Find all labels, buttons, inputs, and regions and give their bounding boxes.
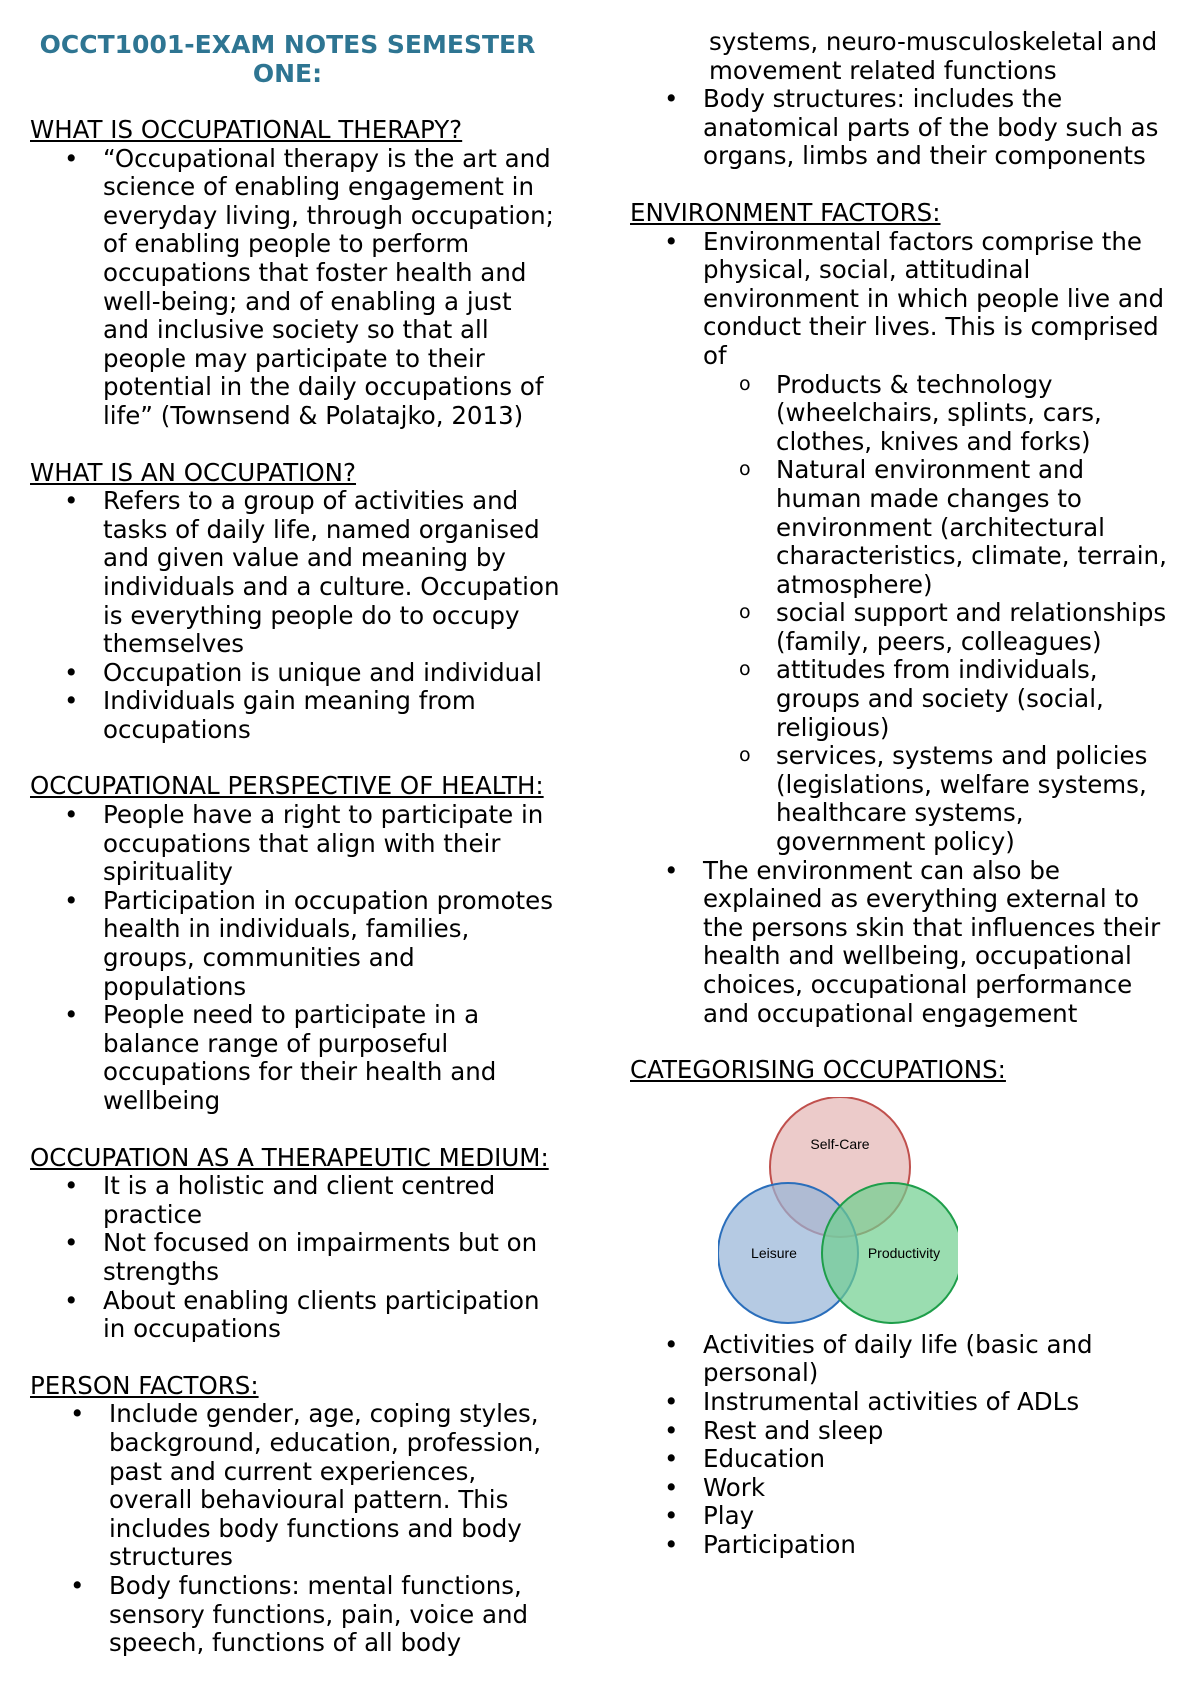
list-item: • People have a right to participate in occupations that align with their spirituality <box>30 801 565 887</box>
list-item: • Occupation is unique and individual <box>30 659 565 688</box>
list-item: • Participation in occupation promotes health in individuals, families, groups, communities and populations <box>30 887 565 1001</box>
list-item: • Individuals gain meaning from occupations <box>30 687 565 744</box>
environment-intro: Environmental factors comprise the physical, social, attitudinal environment in which people live and conduct their lives. This is comprised of <box>703 226 1165 370</box>
list-item: • Body functions: mental functions, sensory functions, pain, voice and speech, functions of all body <box>30 1572 565 1658</box>
list-item: • Refers to a group of activities and tasks of daily life, named organised and given value and meaning by individuals and a culture. Occupation is everything people do to occupy themselves <box>30 487 565 659</box>
list-therapeutic-medium <box>30 1172 565 1344</box>
list-item: • It is a holistic and client centred practice <box>30 1172 565 1229</box>
list-environment-factors <box>630 228 1170 1029</box>
heading-person-factors: PERSON FACTORS: <box>30 1370 259 1400</box>
heading-what-is-occupation: WHAT IS AN OCCUPATION? <box>30 457 357 487</box>
sub-list-item: o social support and relationships (family, peers, colleagues) <box>703 599 1170 656</box>
list-item: • Instrumental activities of ADLs <box>630 1388 1170 1417</box>
list-item: • Include gender, age, coping styles, background, education, profession, past and current experiences, overall behavioural pattern. This includes body functions and body structures <box>30 1400 565 1572</box>
list-item: • Rest and sleep <box>630 1417 1170 1446</box>
list-what-is-ot <box>30 145 565 431</box>
list-item: • Play <box>630 1502 1170 1531</box>
list-item <box>630 228 1170 857</box>
list-perspective-health <box>30 801 565 1116</box>
heading-categorising: CATEGORISING OCCUPATIONS: <box>630 1055 1006 1085</box>
sub-list-item: o Products & technology (wheelchairs, splints, cars, clothes, knives and forks) <box>703 371 1170 457</box>
list-item: • Not focused on impairments but on strengths <box>30 1229 565 1286</box>
list-item: • The environment can also be explained as everything external to the persons skin that influences their health and wellbeing, occupational choices, occupational performance and occupational engagement <box>630 857 1170 1029</box>
list-item: • Participation <box>630 1531 1170 1560</box>
list-person-factors-continued <box>630 85 1170 171</box>
list-item: • Education <box>630 1445 1170 1474</box>
list-item: • About enabling clients participation in occupations <box>30 1287 565 1344</box>
list-item: • Activities of daily life (basic and personal) <box>630 1331 1170 1388</box>
list-what-is-occupation <box>30 487 565 744</box>
continued-text: systems, neuro-musculoskeletal and movement related functions <box>709 27 1158 85</box>
heading-what-is-ot: WHAT IS OCCUPATIONAL THERAPY? <box>30 115 463 144</box>
list-categorising <box>630 1331 1170 1560</box>
venn-diagram <box>718 1097 958 1325</box>
document-title: OCCT1001-EXAM NOTES SEMESTER ONE: <box>39 30 536 88</box>
list-item: • Work <box>630 1474 1170 1503</box>
sub-list-item: o attitudes from individuals, groups and society (social, religious) <box>703 656 1170 742</box>
heading-therapeutic-medium: OCCUPATION AS A THERAPEUTIC MEDIUM: <box>30 1142 549 1172</box>
heading-perspective-health: OCCUPATIONAL PERSPECTIVE OF HEALTH: <box>30 771 544 801</box>
sub-list-item: o services, systems and policies (legislations, welfare systems, healthcare systems, government policy) <box>703 742 1170 856</box>
right-column <box>630 0 1170 1588</box>
venn-label-self-care: Self-Care <box>810 1135 870 1152</box>
list-person-factors <box>30 1400 565 1657</box>
list-item: • Body structures: includes the anatomical parts of the body such as organs, limbs and their components <box>630 85 1170 171</box>
venn-label-productivity: Productivity <box>867 1244 941 1261</box>
left-column <box>30 0 565 1686</box>
sub-list-item: o Natural environment and human made changes to environment (architectural characteristics, climate, terrain, atmosphere) <box>703 456 1170 599</box>
sublist-environment <box>703 371 1170 857</box>
heading-environment-factors: ENVIRONMENT FACTORS: <box>630 197 941 227</box>
list-item: • “Occupational therapy is the art and science of enabling engagement in everyday living, through occupation; of enabling people to perform occupations that foster health and well-being; and of enabling a just and inclusive society so that all people may participate to their potential in the daily occupations of life” (Townsend & Polatajko, 2013) <box>30 145 565 431</box>
list-item: • People need to participate in a balance range of purposeful occupations for their health and wellbeing <box>30 1001 565 1115</box>
venn-label-leisure: Leisure <box>751 1244 797 1261</box>
